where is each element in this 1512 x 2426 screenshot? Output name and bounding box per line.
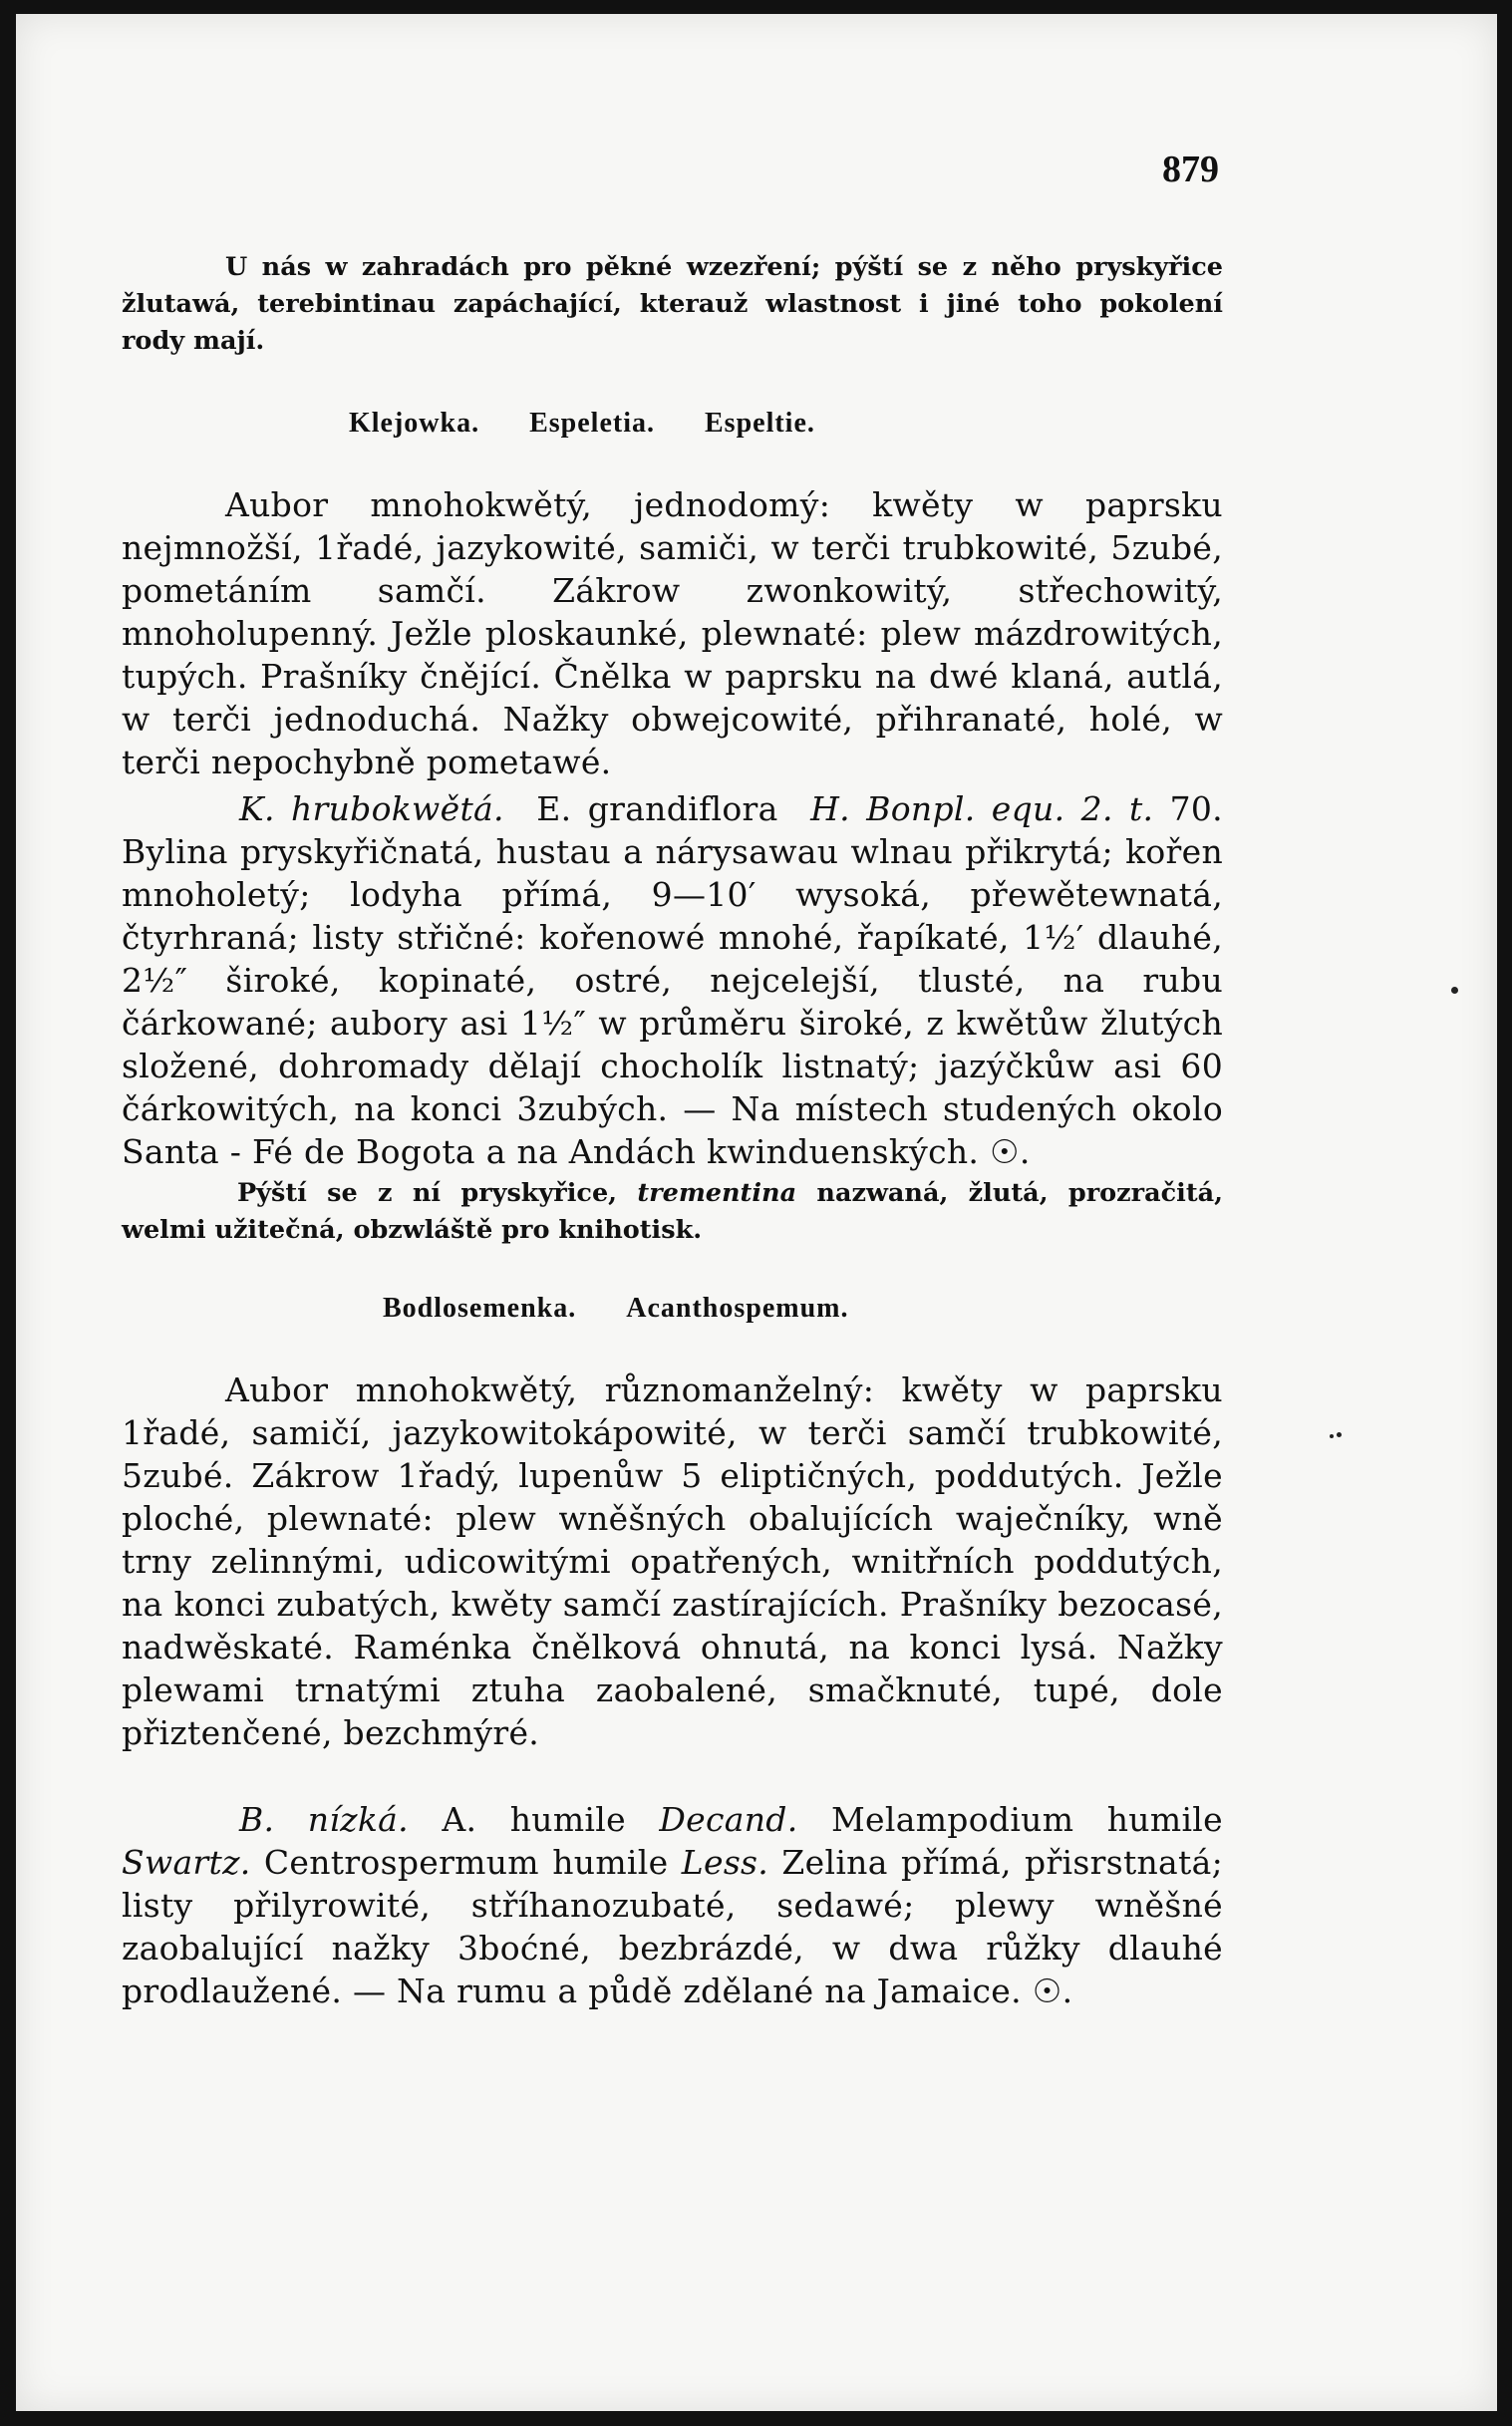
species-entry-grandiflora (122, 787, 1223, 1173)
species-entry-humile (122, 1798, 1223, 2012)
note-italic-term: trementina (637, 1178, 797, 1208)
species-author: H. Bonpl. equ. 2. t. (810, 789, 1154, 828)
species-author-1: Decand. (659, 1800, 798, 1839)
genus-heading-acanthospermum (122, 1289, 1223, 1329)
species-note (122, 1175, 1223, 1249)
species-description: Zelina přímá, přisrstnatá; listy přilyrowité, stříhanozubaté, sedawé; plewy wněšné zaobalující nažky 3boćné, bezbrázdé, w dwa růžky dlauhé prodlaužené. — Na rumu a půdě zdělané na Jamaice. ☉. (122, 1843, 1223, 2010)
genus-heading-espeletia (122, 404, 1223, 444)
page-number: 879 (1162, 149, 1219, 190)
species-synonym-3: Centrospermum humile (250, 1843, 682, 1882)
species-synonym-1: A. humile (408, 1800, 660, 1839)
genus-czech-name: Bodlosemenka. (383, 1293, 577, 1324)
ink-speck (1337, 1432, 1342, 1437)
species-latin-name: E. grandiflora (536, 789, 778, 828)
species-czech-name: B. nízká. (239, 1800, 409, 1839)
genus-czech-name: Klejowka. (349, 408, 480, 439)
book-page (16, 14, 1497, 2411)
genus-description-espeletia: Aubor mnohokwětý, jednodomý: kwěty w paprsku nejmnožší, 1řadé, jazykowité, samiči, w terči trubkowité, 5zubé, pometáním samčí. Zákrow zwonkowitý, střechowitý, mnoholupenný. Ježle ploskaunké, plewnaté: plew mázdrowitých, tupých. Prašníky čnějící. Čnělka w paprsku na dwé klaná, autlá, w terči jednoduchá. Nažky obwejcowité, přihranaté, holé, w terči nepochybně pometawé. (122, 485, 1223, 781)
genus-german-name: Espeltie. (705, 408, 815, 439)
species-author-2: Swartz. (122, 1843, 251, 1882)
ink-speck (1330, 1434, 1334, 1438)
species-czech-name: K. hrubokwětá. (239, 789, 504, 828)
page-content (122, 153, 1223, 2012)
species-synonym-2: Melampodium humile (797, 1800, 1223, 1839)
note-suffix: nazwaná, žlutá, prozračitá, welmi užitečná, obzwláště pro knihotisk. (122, 1178, 1223, 1245)
species-author-3: Less. (681, 1843, 769, 1882)
genus-latin-name: Espeletia. (529, 408, 655, 439)
species-description: 70. Bylina pryskyřičnatá, hustau a nárysawau wlnau přikrytá; kořen mnoholetý; lodyha přímá, 9—10′ wysoká, přewětewnatá, čtyrhraná; listy střičné: kořenowé mnohé, řapíkaté, 1½′ dlauhé, 2½″ široké, kopinaté, ostré, nejcelejší, tlusté, na rubu čárkowané; aubory asi 1½″ w průměru široké, z kwětůw žlutých složené, dohromady dělají chocholík listnatý; jazýčkůw asi 60 čárkowitých, na konci 3zubých. — Na místech studených okolo Santa - Fé de Bogota a na Andách kwinduenských. ☉. (122, 789, 1223, 1171)
intro-paragraph: U nás w zahradách pro pěkné wzezření; pýští se z něho pryskyřice žlutawá, terebintinau zapáchající, kterauž wlastnost i jiné toho pokolení rody mají. (122, 252, 1223, 356)
genus-latin-name: Acanthospemum. (626, 1293, 849, 1324)
ink-speck (1451, 987, 1458, 994)
note-prefix: Pýští se z ní pryskyřice, (237, 1178, 638, 1208)
genus-description-acanthospermum: Aubor mnohokwětý, různomanželný: kwěty w paprsku 1řadé, samičí, jazykowitokápowité, w terči samčí trubkowité, 5zubé. Zákrow 1řadý, lupenůw 5 eliptičných, poddutých. Ježle ploché, plewnaté: plew wněšných obalujících waječníky, wně trny zelinnými, udicowitými opatřených, wnitřních poddutých, na konci zubatých, kwěty samčí zastírajících. Prašníky bezocasé, nadwěskaté. Raménka čnělková ohnutá, na konci lysá. Nažky plewami trnatými ztuha zaobalené, smačknuté, tupé, dole přiztenčené, bezchmýré. (122, 1370, 1223, 1752)
